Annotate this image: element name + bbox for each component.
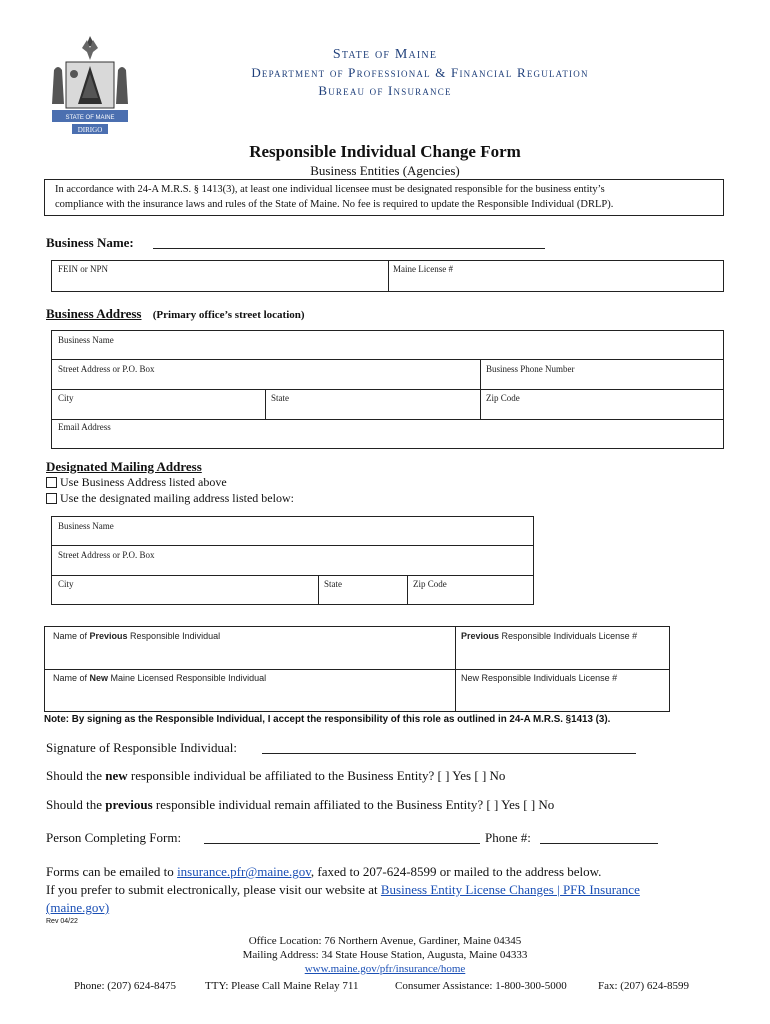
- business-name-line[interactable]: [153, 248, 545, 249]
- intro-line-1: In accordance with 24-A M.R.S. § 1413(3), at least one individual licensee must be designated responsible for the business entity’s: [55, 184, 605, 195]
- phone-line[interactable]: [540, 843, 658, 844]
- person-completing-line[interactable]: [204, 843, 480, 844]
- ma-state-field[interactable]: State: [324, 579, 342, 589]
- phone-label: Phone #:: [485, 830, 531, 845]
- footer-phone: Phone: (207) 624-8475: [74, 980, 177, 992]
- ba-phone-field[interactable]: Business Phone Number: [486, 364, 575, 374]
- business-address-label: Business Address (Primary office’s street location): [46, 306, 305, 321]
- footer-office: Office Location: 76 Northern Avenue, Gardiner, Maine 04345: [248, 935, 522, 947]
- ma-city-field[interactable]: City: [58, 579, 74, 589]
- ba-email-field[interactable]: Email Address: [58, 422, 111, 432]
- revision-label: Rev 04/22: [46, 918, 78, 925]
- responsibility-note: Note: By signing as the Responsible Individual, I accept the responsibility of this role as outlined in 24-A M.R.S. §1413 (3).: [44, 714, 611, 725]
- footer-consumer: Consumer Assistance: 1-800-300-5000: [395, 980, 567, 992]
- form-title: Responsible Individual Change Form: [249, 142, 521, 161]
- mailing-address-box: [51, 516, 534, 605]
- responsible-individuals-box: [44, 626, 670, 712]
- use-designated-address-label: Use the designated mailing address listed below:: [60, 491, 294, 505]
- mailing-label: Designated Mailing Address: [46, 459, 202, 474]
- header-department: Department of Professional & Financial Regulation: [251, 65, 589, 80]
- email-link[interactable]: insurance.pfr@maine.gov: [177, 864, 311, 879]
- signature-line[interactable]: [262, 753, 636, 754]
- use-business-address-checkbox[interactable]: [46, 477, 57, 488]
- use-designated-address-checkbox[interactable]: [46, 493, 57, 504]
- new-license-field[interactable]: New Responsible Individuals License #: [461, 673, 618, 683]
- new-name-field[interactable]: Name of New Maine Licensed Responsible Individual: [53, 673, 267, 683]
- fein-field[interactable]: FEIN or NPN: [58, 264, 109, 274]
- previous-license-field[interactable]: Previous Responsible Individuals License #: [461, 631, 638, 641]
- form-subtitle: Business Entities (Agencies): [310, 163, 460, 178]
- question-previous-affiliated[interactable]: Should the previous responsible individual remain affiliated to the Business Entity? [ ] Yes [ ] No: [46, 797, 555, 812]
- ma-business-name-field[interactable]: Business Name: [58, 521, 114, 531]
- use-business-address-label: Use Business Address listed above: [60, 475, 227, 489]
- ba-zip-field[interactable]: Zip Code: [486, 393, 520, 403]
- intro-box: [44, 179, 724, 216]
- business-address-box: [51, 330, 724, 449]
- ba-city-field[interactable]: City: [58, 393, 74, 403]
- submit-line-2: If you prefer to submit electronically, please visit our website at Business Entity License Changes | PFR Insurance: [46, 882, 640, 897]
- footer-tty: TTY: Please Call Maine Relay 711: [205, 980, 359, 992]
- person-completing-label: Person Completing Form:: [46, 830, 182, 845]
- ba-state-field[interactable]: State: [271, 393, 289, 403]
- business-name-label: Business Name:: [46, 235, 134, 250]
- maine-license-field[interactable]: Maine License #: [393, 264, 453, 274]
- svg-text:STATE OF MAINE: STATE OF MAINE: [65, 115, 115, 121]
- intro-line-2: compliance with the insurance laws and rules of the State of Maine. No fee is required to update the Responsible Individual (DRLP).: [55, 199, 614, 210]
- ba-business-name-field[interactable]: Business Name: [58, 335, 114, 345]
- footer-fax: Fax: (207) 624-8599: [598, 980, 690, 992]
- website-link-cont[interactable]: (maine.gov): [46, 900, 110, 915]
- website-link[interactable]: Business Entity License Changes | PFR Insurance: [380, 882, 640, 897]
- header-state: State of Maine: [332, 47, 438, 62]
- signature-label: Signature of Responsible Individual:: [46, 740, 238, 755]
- submit-line-1: Forms can be emailed to insurance.pfr@maine.gov, faxed to 207-624-8599 or mailed to the address below.: [46, 864, 602, 879]
- svg-text:DIRIGO: DIRIGO: [77, 126, 103, 134]
- ma-zip-field[interactable]: Zip Code: [413, 579, 447, 589]
- footer-url[interactable]: www.maine.gov/pfr/insurance/home: [304, 963, 466, 975]
- ma-street-field[interactable]: Street Address or P.O. Box: [58, 550, 155, 560]
- fein-license-box: [51, 260, 724, 292]
- footer-mailing: Mailing Address: 34 State House Station, Augusta, Maine 04333: [242, 949, 528, 961]
- previous-name-field[interactable]: Name of Previous Responsible Individual: [53, 631, 221, 641]
- header-bureau: Bureau of Insurance: [318, 83, 452, 98]
- question-new-affiliated[interactable]: Should the new responsible individual be affiliated to the Business Entity? [ ] Yes [ ] No: [46, 768, 506, 783]
- ba-street-field[interactable]: Street Address or P.O. Box: [58, 364, 155, 374]
